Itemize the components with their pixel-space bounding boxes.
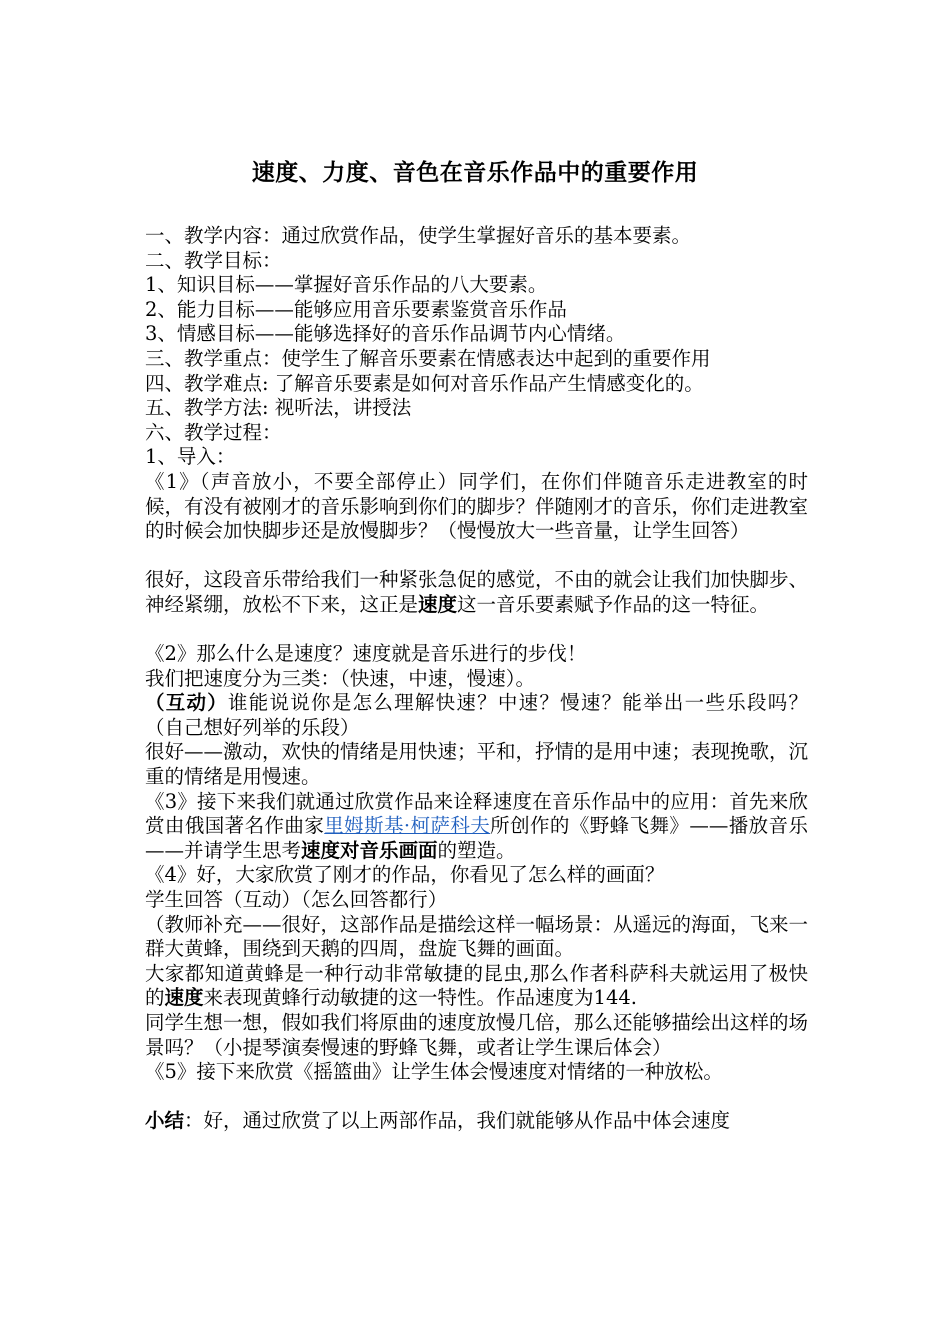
blank-line	[145, 544, 808, 569]
paragraph: 三、教学重点：使学生了解音乐要素在情感表达中起到的重要作用	[145, 346, 711, 370]
paragraph: 《4》好，大家欣赏了刚才的作品，你看见了怎么样的画面？	[145, 863, 665, 887]
paragraph: 六、教学过程：	[145, 420, 282, 444]
paragraph	[145, 568, 808, 617]
paragraph: 1、知识目标——掌握好音乐作品的八大要素。	[145, 273, 548, 297]
paragraph: 《5》接下来欣赏《摇篮曲》让学生体会慢速度对情绪的一种放松。	[145, 1060, 723, 1084]
paragraph	[145, 1109, 808, 1134]
paragraph: 《2》那么什么是速度？速度就是音乐进行的步伐！	[145, 642, 587, 666]
paragraph: 《1》（声音放小，不要全部停止）同学们，在你们伴随音乐走进教室的时候，有没有被刚才的音乐影响到你们的脚步？伴随刚才的音乐，你们走进教室的时候会加快脚步还是放慢脚步？（慢慢放大一些音量，让学生回答）	[145, 469, 809, 543]
text-run: 来表现黄蜂行动敏捷的这一特性。作品速度为144.	[203, 986, 637, 1010]
paragraph: 我们把速度分为三类：（快速，中速，慢速）。	[145, 666, 536, 690]
text-run: 《3》接下来我们就通过欣赏作品来诠释速度在音乐作品中的应用：首先来欣赏由俄国著名作曲家	[145, 789, 808, 838]
paragraph: 同学生想一想，假如我们将原曲的速度放慢几倍，那么还能够描绘出这样的场景吗？（小提琴演奏慢速的野蜂飞舞，或者让学生课后体会）	[145, 1011, 809, 1059]
paragraph	[145, 790, 808, 864]
document-body	[145, 224, 808, 1134]
text-run: 大家都知道黄蜂是一种行动非常敏捷的昆虫,那么作者科萨科夫就运用了极快的	[145, 961, 808, 1010]
bold-term: 速度	[418, 592, 458, 616]
paragraph: 五、教学方法: 视听法，讲授法	[145, 396, 412, 420]
paragraph: 2、能力目标——能够应用音乐要素鉴赏音乐作品	[145, 297, 567, 321]
composer-link[interactable]: 里姆斯基·柯萨科夫	[324, 814, 491, 838]
bold-term: 速度	[164, 986, 204, 1010]
paragraph: 1、导入：	[145, 445, 236, 469]
blank-line	[145, 618, 808, 643]
text-run: 所创作的《野蜂飞舞》——播放音乐——并请学生思考	[145, 814, 808, 862]
paragraph	[145, 691, 808, 740]
paragraph: 一、教学内容：通过欣赏作品，使学生掌握好音乐的基本要素。	[145, 224, 692, 247]
text-run: 谁能说说你是怎么理解快速？中速？慢速？能举出一些乐段吗？（自己想好列举的乐段）	[145, 691, 808, 739]
document-title: 速度、力度、音色在音乐作品中的重要作用	[251, 160, 699, 186]
paragraph: 学生回答（互动）（怎么回答都行）	[145, 888, 448, 912]
blank-line	[145, 1085, 808, 1110]
bold-term: 小结	[145, 1109, 185, 1133]
paragraph: 3、情感目标——能够选择好的音乐作品调节内心情绪。	[145, 322, 626, 346]
text-run: ：好，通过欣赏了以上两部作品，我们就能够从作品中体会速度	[184, 1109, 731, 1133]
text-run: 的塑造。	[437, 838, 516, 862]
paragraph	[145, 962, 808, 1011]
bold-term: （互动）	[145, 691, 229, 715]
bold-term: 速度对音乐画面	[301, 838, 438, 862]
paragraph: 四、教学难点: 了解音乐要素是如何对音乐作品产生情感变化的。	[145, 371, 704, 395]
paragraph: 二、教学目标：	[145, 248, 282, 272]
paragraph: （教师补充——很好，这部作品是描绘这样一幅场景：从遥远的海面，飞来一群大黄蜂，围绕到天鹅的四周，盘旋飞舞的画面。	[145, 912, 809, 961]
paragraph: 很好——激动，欢快的情绪是用快速；平和，抒情的是用中速；表现挽歌，沉重的情绪是用慢速。	[145, 740, 809, 789]
text-run: 很好，这段音乐带给我们一种紧张急促的感觉，不由的就会让我们加快脚步、神经紧绷，放松不下来，这正是	[145, 568, 809, 616]
text-run: 这一音乐要素赋予作品的这一特征。	[457, 592, 770, 616]
